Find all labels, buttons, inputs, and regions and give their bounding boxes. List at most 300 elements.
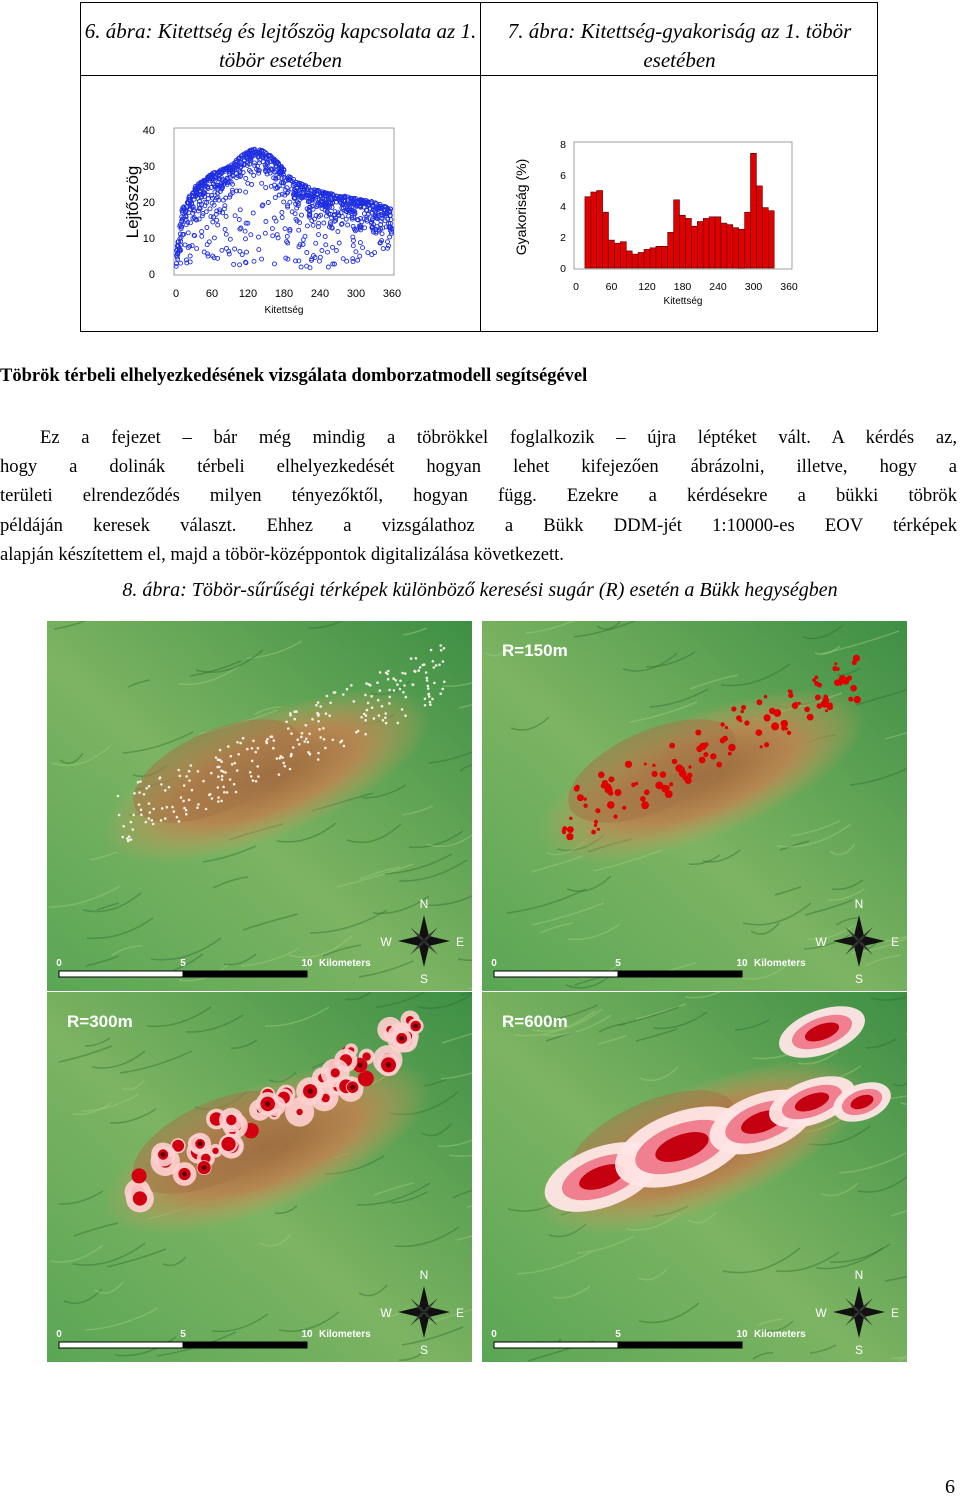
scale-label: 10: [736, 1329, 748, 1340]
data-point: [188, 254, 192, 258]
doline-point: [317, 720, 320, 723]
doline-point: [322, 727, 325, 730]
doline-point: [266, 742, 269, 745]
density-peak: [198, 1141, 203, 1146]
density-spot: [854, 696, 861, 703]
compass-letter: E: [455, 935, 465, 949]
density-peak: [182, 1172, 187, 1177]
y-tick-label: 40: [142, 125, 155, 137]
doline-point: [224, 771, 227, 774]
doline-point: [425, 671, 428, 674]
doline-point: [178, 769, 181, 772]
data-point: [186, 231, 190, 235]
scale-label: 0: [491, 958, 497, 969]
doline-point: [221, 778, 224, 781]
data-point: [201, 211, 205, 215]
density-spot: [591, 830, 596, 835]
data-point: [273, 196, 277, 200]
doline-point: [426, 677, 429, 680]
data-point: [290, 187, 294, 191]
doline-point: [367, 702, 370, 705]
data-point: [208, 207, 212, 211]
bar: [585, 197, 591, 268]
data-point: [257, 235, 261, 239]
doline-point: [126, 837, 129, 840]
data-point: [224, 232, 228, 236]
data-point: [272, 216, 276, 220]
density-spot: [731, 706, 736, 711]
doline-point: [419, 666, 422, 669]
doline-point: [387, 670, 390, 673]
doline-point: [433, 666, 436, 669]
doline-point: [242, 737, 245, 740]
doline-point: [429, 701, 432, 704]
density-peak: [413, 1024, 418, 1029]
data-point: [244, 176, 248, 180]
density-spot: [221, 1137, 235, 1151]
data-point: [252, 259, 256, 263]
data-point: [197, 217, 201, 221]
scale-label: 5: [615, 958, 621, 969]
compass-letter: S: [854, 972, 864, 986]
doline-point: [205, 808, 208, 811]
data-point: [337, 241, 341, 245]
doline-point: [387, 678, 390, 681]
bar: [762, 208, 768, 268]
data-point: [257, 161, 261, 165]
data-point: [280, 216, 284, 220]
density-spot: [848, 697, 853, 702]
density-spot: [798, 702, 801, 705]
doline-point: [393, 689, 396, 692]
doline-point: [396, 683, 399, 686]
data-point: [280, 210, 284, 214]
data-point: [317, 259, 321, 263]
density-spot: [672, 759, 678, 765]
doline-point: [370, 695, 373, 698]
x-tick-label: 180: [673, 281, 692, 293]
doline-point: [432, 660, 435, 663]
doline-point: [236, 769, 239, 772]
doline-point: [385, 722, 388, 725]
doline-point: [272, 747, 275, 750]
density-spot: [756, 729, 763, 736]
doline-point: [392, 677, 395, 680]
density-spot: [788, 693, 793, 698]
data-point: [243, 229, 247, 233]
doline-point: [333, 691, 336, 694]
doline-point: [183, 807, 186, 810]
doline-point: [137, 781, 140, 784]
scale-segment: [618, 971, 742, 977]
data-point: [257, 248, 261, 252]
doline-point: [371, 706, 374, 709]
data-point: [271, 234, 275, 238]
density-spot: [725, 726, 728, 729]
doline-point: [197, 803, 200, 806]
density-spot: [832, 666, 837, 671]
bar: [733, 228, 739, 268]
doline-point: [171, 806, 174, 809]
doline-point: [188, 779, 191, 782]
doline-point: [132, 828, 135, 831]
doline-point: [376, 681, 379, 684]
doline-point: [118, 814, 121, 817]
data-point: [351, 244, 355, 248]
doline-point: [405, 696, 408, 699]
scale-label: 5: [180, 958, 186, 969]
density-spot: [728, 752, 732, 756]
compass-letter: W: [380, 935, 392, 949]
scale-label: 5: [615, 1329, 621, 1340]
doline-point: [145, 821, 148, 824]
data-point: [288, 200, 292, 204]
doline-point: [378, 714, 381, 717]
data-point: [366, 251, 370, 255]
doline-point: [250, 775, 253, 778]
y-axis-label: Lejtőszög: [123, 165, 142, 239]
paragraph-line: hogy a dolinák térbeli elhelyezkedését hogyan lehet kifejezően ábrázolni, illetve, hogy a: [0, 456, 957, 478]
doline-point: [300, 736, 303, 739]
scatter-points: [174, 147, 394, 270]
y-tick-label: 30: [142, 161, 155, 173]
doline-point: [317, 758, 320, 761]
bar: [644, 249, 650, 268]
scale-label: 0: [56, 1329, 62, 1340]
doline-point: [252, 779, 255, 782]
density-spot: [741, 705, 746, 710]
data-point: [386, 240, 390, 244]
x-tick-label: 0: [573, 281, 579, 293]
density-spot: [652, 771, 658, 777]
density-peak: [202, 1165, 207, 1170]
doline-point: [429, 703, 432, 706]
doline-point: [235, 791, 238, 794]
data-point: [318, 255, 322, 259]
doline-point: [282, 762, 285, 765]
data-point: [263, 231, 267, 235]
data-point: [225, 246, 229, 250]
data-point: [244, 190, 248, 194]
data-point: [211, 220, 215, 224]
doline-point: [307, 751, 310, 754]
bar: [721, 223, 727, 268]
doline-point: [183, 784, 186, 787]
bar: [680, 215, 686, 268]
map-points: [47, 621, 472, 991]
bar: [751, 153, 757, 268]
doline-point: [427, 687, 430, 690]
doline-point: [160, 819, 163, 822]
bar: [709, 217, 715, 268]
doline-point: [317, 714, 320, 717]
radius-label: R=150m: [502, 641, 568, 660]
doline-point: [296, 738, 299, 741]
data-point: [311, 223, 315, 227]
density-spot: [622, 806, 626, 810]
doline-point: [293, 718, 296, 721]
doline-point: [317, 701, 320, 704]
doline-point: [215, 756, 218, 759]
doline-point: [373, 717, 376, 720]
data-point: [356, 258, 360, 262]
density-spot: [764, 714, 771, 721]
density-spot: [667, 786, 670, 789]
doline-point: [188, 770, 191, 773]
doline-point: [269, 736, 272, 739]
doline-point: [426, 679, 429, 682]
scale-label: 10: [301, 958, 313, 969]
data-point: [215, 218, 219, 222]
density-spot: [607, 801, 615, 809]
data-point: [260, 181, 264, 185]
doline-point: [287, 727, 290, 730]
doline-point: [197, 770, 200, 773]
scale-segment: [59, 971, 183, 977]
density-spot: [358, 1071, 374, 1087]
data-point: [358, 241, 362, 245]
doline-point: [276, 757, 279, 760]
x-tick-label: 60: [605, 281, 618, 293]
data-point: [224, 214, 228, 218]
scatter-chart: [81, 76, 479, 332]
doline-point: [133, 792, 136, 795]
x-axis-label: Kitettség: [663, 296, 703, 307]
doline-point: [173, 810, 176, 813]
bar: [597, 191, 603, 269]
density-spot: [794, 702, 798, 706]
doline-point: [166, 806, 169, 809]
scale-segment: [183, 971, 307, 977]
density-spot: [613, 815, 617, 819]
data-point: [283, 227, 287, 231]
doline-point: [368, 683, 371, 686]
doline-point: [190, 764, 193, 767]
data-point: [264, 220, 268, 224]
compass-letter: N: [419, 897, 429, 911]
doline-point: [230, 755, 233, 758]
doline-point: [128, 835, 131, 838]
doline-point: [130, 821, 133, 824]
doline-point: [220, 760, 223, 763]
density-spot: [583, 804, 587, 808]
data-point: [252, 161, 256, 165]
density-spot: [699, 743, 706, 750]
data-point: [202, 250, 206, 254]
density-spot: [804, 707, 810, 713]
y-tick-label: 8: [560, 139, 566, 151]
doline-point: [176, 816, 179, 819]
doline-point: [249, 771, 252, 774]
doline-point: [319, 736, 322, 739]
doline-point: [355, 731, 358, 734]
doline-point: [285, 721, 288, 724]
doline-point: [217, 786, 220, 789]
data-point: [246, 181, 250, 185]
data-point: [297, 228, 301, 232]
density-peak: [386, 1062, 391, 1067]
doline-point: [403, 684, 406, 687]
doline-point: [278, 757, 281, 760]
doline-point: [246, 748, 249, 751]
data-point: [195, 247, 199, 251]
bar: [656, 246, 662, 268]
doline-point: [217, 800, 220, 803]
x-tick-label: 360: [382, 288, 402, 300]
data-point: [264, 186, 268, 190]
doline-point: [140, 809, 143, 812]
doline-point: [211, 797, 214, 800]
doline-point: [222, 770, 225, 773]
compass-letter: E: [890, 935, 900, 949]
doline-point: [303, 740, 306, 743]
doline-point: [292, 746, 295, 749]
doline-point: [138, 803, 141, 806]
doline-point: [257, 775, 260, 778]
density-peak: [358, 1063, 363, 1068]
density-spot: [807, 714, 814, 721]
doline-point: [182, 800, 185, 803]
doline-point: [256, 765, 259, 768]
doline-point: [439, 644, 442, 647]
density-spot: [669, 782, 673, 786]
map-r300: [47, 992, 472, 1362]
data-point: [213, 190, 217, 194]
density-spot: [625, 761, 632, 768]
radius-label: R=600m: [502, 1012, 568, 1031]
data-point: [249, 233, 253, 237]
data-point: [326, 265, 330, 269]
doline-point: [364, 719, 367, 722]
radius-label: R=300m: [67, 1012, 133, 1031]
density-spot: [710, 753, 716, 759]
density-spot: [695, 730, 701, 736]
doline-point: [431, 698, 434, 701]
doline-point: [404, 672, 407, 675]
doline-point: [427, 685, 430, 688]
data-point: [282, 200, 286, 204]
scale-unit: Kilometers: [754, 1329, 806, 1340]
data-point: [244, 237, 248, 241]
density-peak: [399, 1036, 404, 1041]
fig7-caption: 7. ábra: Kitettség-gyakoriság az 1. töbör esetében: [507, 19, 852, 72]
doline-point: [140, 813, 143, 816]
doline-point: [424, 704, 427, 707]
compass-letter: S: [419, 1343, 429, 1357]
density-spot: [640, 796, 646, 802]
doline-point: [325, 712, 328, 715]
doline-point: [305, 724, 308, 727]
data-point: [381, 247, 385, 251]
doline-point: [363, 713, 366, 716]
bar-chart: [481, 76, 878, 332]
doline-point: [122, 825, 125, 828]
bar: [626, 251, 632, 268]
bar: [703, 218, 709, 268]
bar-series: [585, 153, 774, 268]
data-point: [300, 213, 304, 217]
section-title: Töbrök térbeli elhelyezkedésének vizsgálata domborzatmodell segítségével: [0, 366, 588, 386]
doline-point: [255, 780, 258, 783]
scale-label: 5: [180, 1329, 186, 1340]
density-spot: [688, 765, 691, 768]
doline-point: [289, 768, 292, 771]
doline-point: [328, 714, 331, 717]
doline-point: [227, 745, 230, 748]
density-spot: [597, 828, 600, 831]
density-spot: [644, 763, 647, 766]
x-axis-label: Kitettség: [264, 305, 304, 316]
density-spot: [825, 709, 828, 712]
doline-point: [341, 740, 344, 743]
doline-point: [394, 679, 397, 682]
density-peak: [161, 1152, 166, 1157]
doline-point: [442, 660, 445, 663]
bar: [697, 222, 703, 269]
bar: [691, 226, 697, 268]
density-spot: [594, 824, 597, 827]
scale-segment: [494, 1342, 618, 1348]
doline-point: [236, 741, 239, 744]
doline-point: [185, 813, 188, 816]
data-point: [270, 227, 274, 231]
doline-point: [164, 817, 167, 820]
density-spot: [616, 790, 619, 793]
scale-label: 10: [301, 1329, 313, 1340]
y-tick-label: 10: [142, 233, 155, 245]
data-point: [250, 183, 254, 187]
doline-point: [216, 766, 219, 769]
data-point: [223, 227, 227, 231]
density-spot: [567, 826, 574, 833]
body-paragraph: [0, 423, 957, 569]
data-point: [341, 257, 345, 261]
doline-point: [324, 747, 327, 750]
doline-point: [353, 700, 356, 703]
data-point: [239, 226, 243, 230]
density-spot: [644, 790, 650, 796]
doline-point: [343, 745, 346, 748]
data-point: [354, 250, 358, 254]
data-point: [301, 238, 305, 242]
doline-point: [251, 760, 254, 763]
density-spot: [577, 794, 584, 801]
doline-point: [386, 673, 389, 676]
y-tick-label: 4: [560, 201, 566, 213]
data-point: [260, 257, 264, 261]
density-spot: [594, 820, 598, 824]
density-spot: [852, 660, 857, 665]
doline-point: [384, 717, 387, 720]
doline-point: [401, 708, 404, 711]
density-peak: [308, 1089, 313, 1094]
density-spot: [850, 685, 857, 692]
bar: [674, 200, 680, 268]
scale-segment: [59, 1342, 183, 1348]
density-spot: [815, 676, 819, 680]
density-spot: [635, 782, 638, 785]
density-spot: [595, 808, 600, 813]
data-point: [220, 248, 224, 252]
bar: [662, 246, 668, 268]
doline-point: [251, 747, 254, 750]
doline-point: [379, 671, 382, 674]
data-point: [273, 262, 277, 266]
density-spot: [133, 1191, 147, 1205]
bar: [686, 218, 692, 268]
density-spot: [660, 771, 666, 777]
data-point: [212, 236, 216, 240]
